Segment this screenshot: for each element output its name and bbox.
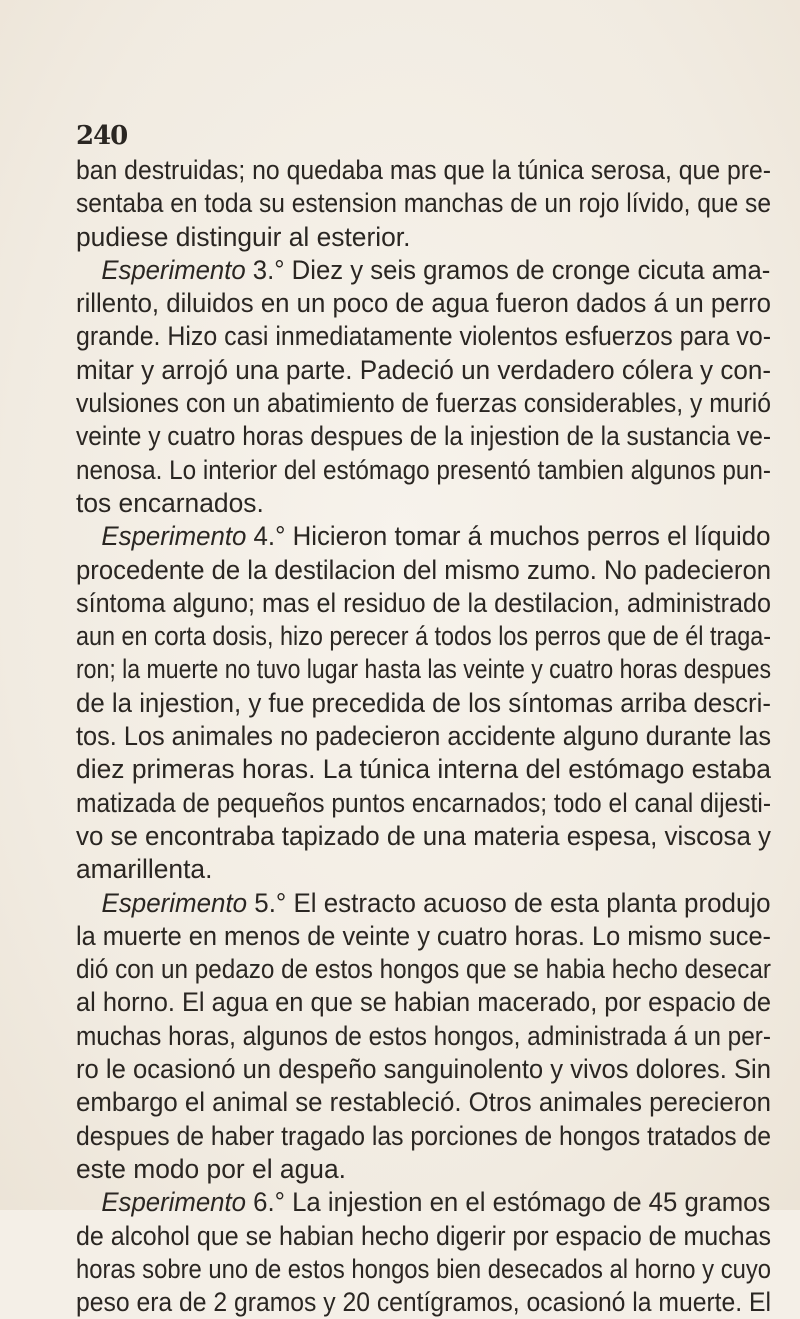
text-line — [76, 787, 771, 820]
text-line — [76, 254, 771, 287]
text-line — [76, 554, 771, 587]
text-line — [76, 1286, 771, 1319]
text-line — [76, 1253, 771, 1286]
text-line — [76, 387, 771, 420]
line-text: diez primeras horas. La túnica interna del estómago estaba — [76, 754, 771, 785]
line-text: mitar y arrojó una parte. Padeció un verdadero cólera y con- — [76, 354, 771, 385]
line-text: ron; la muerte no tuvo lugar hasta las veinte y cuatro horas despues — [76, 654, 771, 685]
text-line — [76, 1153, 771, 1186]
line-text: síntoma alguno; mas el residuo de la destilacion, administrado — [76, 587, 771, 618]
line-text: embargo el animal se restableció. Otros animales perecieron — [76, 1087, 771, 1118]
line-text: dió con un pedazo de estos hongos que se habia hecho desecar — [76, 954, 771, 985]
line-text: grande. Hizo casi inmediatamente violentos esfuerzos para vo- — [76, 321, 771, 352]
text-line — [76, 487, 771, 520]
text-line — [76, 853, 771, 886]
text-line — [76, 887, 771, 920]
line-text: procedente de la destilacion del mismo zumo. No padecieron — [76, 554, 771, 585]
text-line — [76, 320, 771, 353]
line-text: 3.° Diez y seis gramos de cronge cicuta ama- — [245, 254, 771, 285]
body-text — [76, 154, 771, 1319]
line-text: de la injestion, y fue precedida de los síntomas arriba descri- — [76, 687, 771, 718]
text-line — [76, 520, 771, 553]
text-line — [76, 753, 772, 786]
experiment-label: Esperimento — [101, 887, 248, 918]
text-line — [76, 920, 771, 953]
line-text: 5.° El estracto acuoso de esta planta produjo — [247, 887, 771, 918]
line-text: vulsiones con un abatimiento de fuerzas considerables, y murió — [76, 388, 771, 419]
text-line — [76, 587, 771, 620]
text-line — [76, 1220, 771, 1253]
line-text: sentaba en toda su estension manchas de un rojo lívido, que se — [76, 188, 771, 219]
line-text: matizada de pequeños puntos encarnados; todo el canal dijesti- — [76, 787, 771, 818]
line-text: horas sobre uno de estos hongos bien desecados al horno y cuyo — [76, 1253, 771, 1284]
text-line — [76, 653, 771, 686]
text-line — [76, 953, 771, 986]
line-text: 4.° Hicieron tomar á muchos perros el líquido — [246, 521, 771, 552]
text-line — [76, 1186, 771, 1219]
text-line — [76, 687, 771, 720]
text-line — [76, 820, 771, 853]
text-line — [76, 986, 771, 1019]
text-line — [76, 620, 771, 653]
line-text: peso era de 2 gramos y 20 centígramos, ocasionó la muerte. El — [76, 1287, 771, 1318]
line-text: aun en corta dosis, hizo perecer á todos los perros que de él traga- — [76, 621, 771, 652]
line-text: vo se encontraba tapizado de una materia espesa, viscosa y — [76, 820, 771, 851]
experiment-label: Esperimento — [101, 521, 247, 552]
text-line — [76, 221, 771, 254]
experiment-label: Esperimento — [101, 254, 246, 285]
line-text: amarillenta. — [76, 854, 213, 885]
line-text: ro le ocasionó un despeño sanguinolento y vivos dolores. Sin — [76, 1054, 771, 1085]
text-line — [76, 354, 771, 387]
line-text: despues de haber tragado las porciones de hongos tratados de — [76, 1120, 771, 1151]
line-text: ban destruidas; no quedaba mas que la túnica serosa, que pre- — [76, 155, 771, 185]
line-text: al horno. El agua en que se habian macerado, por espacio de — [76, 987, 771, 1018]
text-line — [76, 720, 771, 753]
text-line — [76, 454, 771, 487]
line-text: pudiese distinguir al esterior. — [76, 221, 411, 252]
text-line — [76, 187, 771, 220]
text-line — [76, 287, 771, 320]
text-line — [76, 1120, 771, 1153]
page-number: 240 — [76, 121, 128, 151]
text-line — [76, 1020, 771, 1053]
text-line — [76, 154, 771, 187]
line-text: muchas horas, algunos de estos hongos, administrada á un per- — [76, 1020, 771, 1051]
text-line — [76, 420, 771, 453]
line-text: rillento, diluidos en un poco de agua fueron dados á un perro — [76, 288, 771, 319]
text-line — [76, 1086, 771, 1119]
line-text: la muerte en menos de veinte y cuatro horas. Lo mismo suce- — [76, 920, 771, 951]
line-text: de alcohol que se habian hecho digerir por espacio de muchas — [76, 1220, 771, 1251]
line-text: tos encarnados. — [76, 487, 264, 518]
line-text: veinte y cuatro horas despues de la injestion de la sustancia ve- — [76, 421, 771, 452]
line-text: 6.° La injestion en el estómago de 45 gramos — [245, 1187, 771, 1218]
text-line — [76, 1053, 771, 1086]
line-text: nenosa. Lo interior del estómago presentó tambien algunos pun- — [76, 454, 771, 485]
experiment-label: Esperimento — [101, 1187, 246, 1218]
line-text: tos. Los animales no padecieron accidente alguno durante las — [76, 721, 771, 752]
line-text: este modo por el agua. — [76, 1153, 346, 1184]
